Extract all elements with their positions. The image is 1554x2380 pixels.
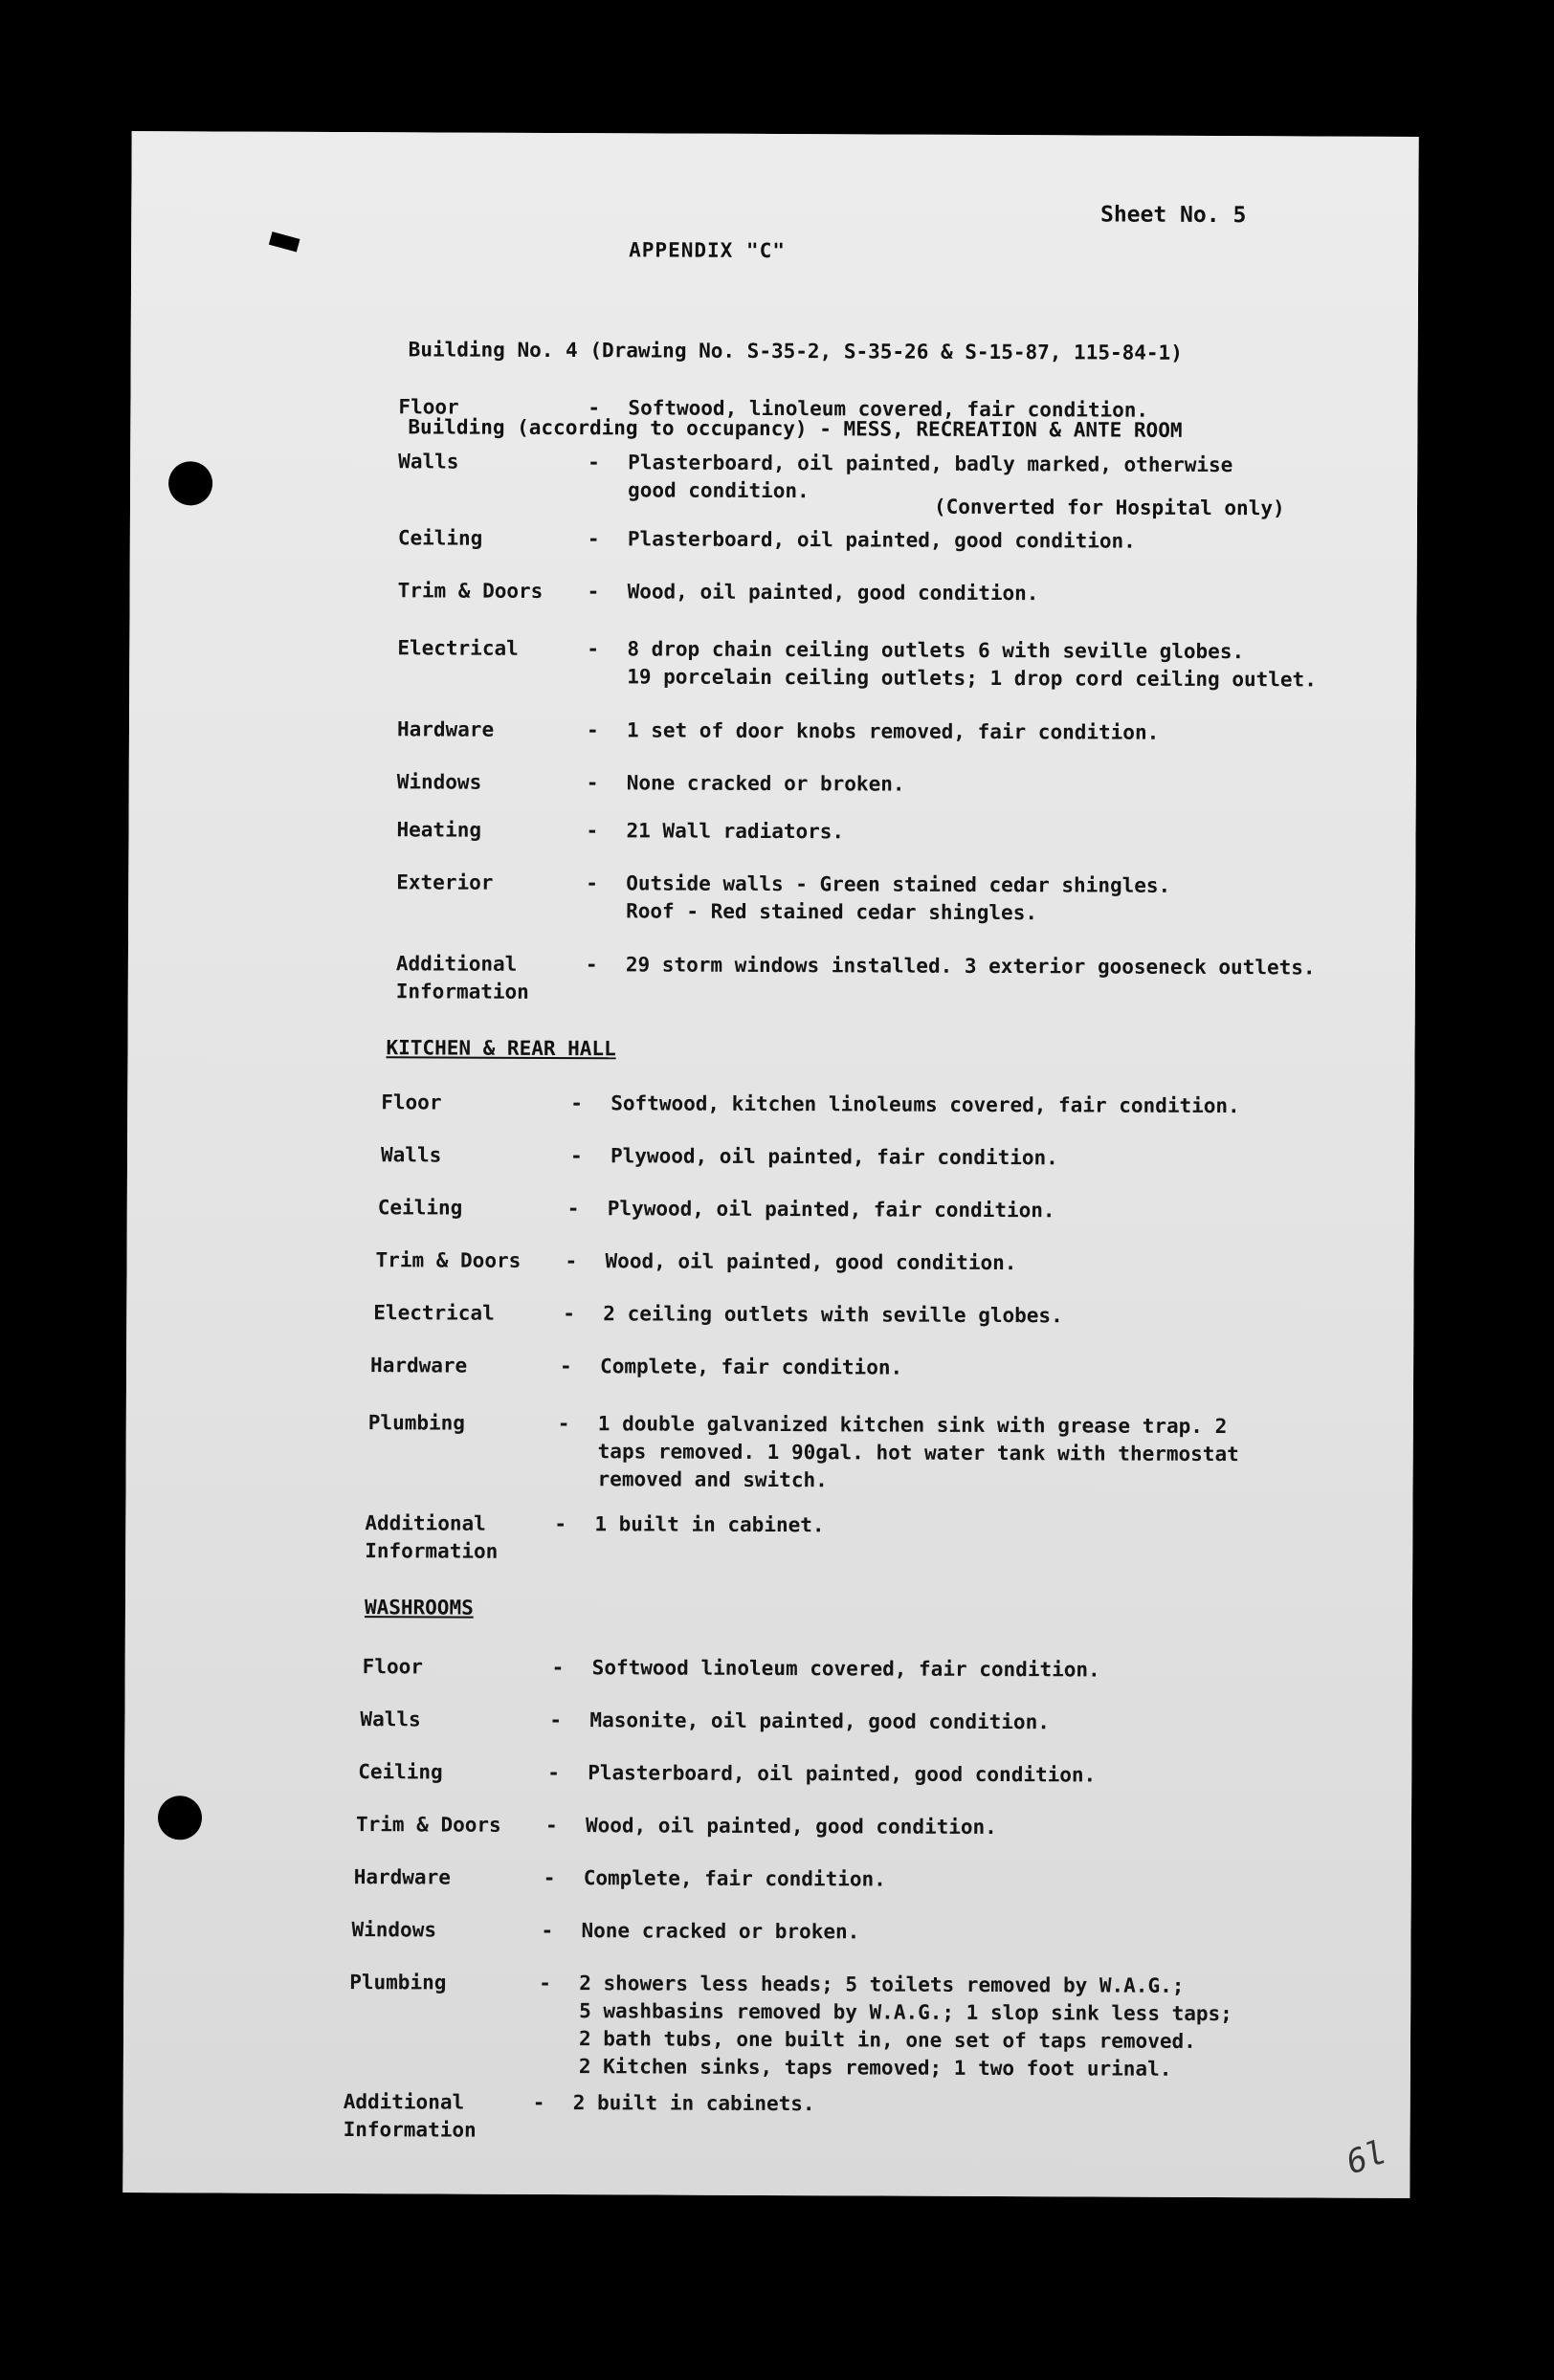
kitchen-section-title: KITCHEN & REAR HALL — [386, 1036, 616, 1061]
item-dash: - — [565, 1249, 578, 1273]
item-label: Additional Information — [343, 2090, 477, 2142]
item-dash: - — [570, 1091, 583, 1115]
punch-hole — [168, 461, 212, 505]
item-label: Trim & Doors — [375, 1248, 522, 1272]
item-value: Wood, oil painted, good condition. — [627, 580, 1039, 606]
item-dash: - — [588, 451, 600, 474]
staple-mark — [269, 231, 300, 252]
item-label: Electrical — [373, 1301, 495, 1325]
item-dash: - — [539, 1971, 551, 1995]
item-dash: - — [557, 1412, 570, 1436]
item-dash: - — [554, 1512, 567, 1536]
item-dash: - — [532, 2090, 545, 2114]
item-value: Plasterboard, oil painted, good condition. — [627, 527, 1136, 553]
building-line-3: (Converted for Hospital only) — [933, 495, 1285, 520]
item-dash: - — [541, 1918, 554, 1943]
document-page — [122, 131, 1418, 2198]
item-label: Walls — [380, 1143, 442, 1167]
item-label: Plumbing — [367, 1411, 466, 1435]
item-value: 1 built in cabinet. — [594, 1512, 825, 1537]
item-dash: - — [587, 580, 600, 604]
item-label: Electrical — [397, 636, 519, 660]
item-label: Windows — [396, 770, 482, 794]
handwritten-page-mark: 6l — [1341, 2132, 1392, 2183]
item-label: Trim & Doors — [355, 1813, 501, 1837]
item-dash: - — [549, 1708, 563, 1732]
item-dash: - — [547, 1760, 560, 1785]
item-label: Floor — [381, 1091, 442, 1114]
building-line-1: Building No. 4 (Drawing No. S-35-2, S-35-26 & S-15-87, 115-84-1) — [408, 338, 1183, 364]
building-line-2: Building (according to occupancy) - MESS, RECREATION & ANTE ROOM — [408, 415, 1183, 442]
item-value: 21 Wall radiators. — [626, 819, 845, 844]
item-label: Exterior — [396, 870, 494, 894]
item-value: 8 drop chain ceiling outlets 6 with seville globes. 19 porcelain ceiling outlets; 1 drop cord ceiling outlet. — [627, 637, 1317, 692]
item-dash: - — [587, 637, 600, 661]
item-value: Plywood, oil painted, fair condition. — [607, 1197, 1055, 1223]
item-label: Walls — [360, 1708, 421, 1731]
item-value: Outside walls - Green stained cedar shingles. Roof - Red stained cedar shingles. — [626, 871, 1171, 925]
item-value: None cracked or broken. — [626, 771, 905, 796]
item-dash: - — [563, 1302, 576, 1326]
appendix-title: APPENDIX "C" — [629, 238, 786, 263]
item-value: Softwood, linoleum covered, fair condition. — [628, 396, 1149, 422]
item-value: None cracked or broken. — [581, 1919, 860, 1944]
item-dash: - — [586, 819, 599, 843]
item-label: Plumbing — [349, 1971, 447, 1994]
item-dash: - — [543, 1865, 556, 1890]
item-dash: - — [587, 527, 600, 551]
item-dash: - — [586, 718, 599, 742]
item-label: Walls — [398, 450, 459, 474]
item-dash: - — [588, 396, 601, 420]
item-value: 2 ceiling outlets with seville globes. — [603, 1302, 1063, 1328]
item-label: Ceiling — [377, 1196, 463, 1220]
item-dash: - — [544, 1813, 558, 1838]
item-label: Ceiling — [397, 526, 483, 550]
sheet-number: Sheet No. 5 — [1099, 202, 1247, 229]
item-label: Trim & Doors — [397, 579, 544, 603]
item-dash: - — [569, 1144, 583, 1168]
item-label: Additional Information — [365, 1511, 499, 1563]
item-value: Masonite, oil painted, good condition. — [589, 1708, 1050, 1734]
item-value: 1 set of door knobs removed, fair condition. — [626, 718, 1160, 744]
item-value: Plywood, oil painted, fair condition. — [610, 1144, 1058, 1170]
item-label: Hardware — [370, 1354, 468, 1377]
item-value: 2 built in cabinets. — [572, 2091, 815, 2116]
item-label: Windows — [351, 1918, 437, 1942]
item-label: Floor — [362, 1655, 423, 1679]
item-value: 1 double galvanized kitchen sink with grease trap. 2 taps removed. 1 90gal. hot water tank with thermostat removed and switch. — [597, 1412, 1239, 1492]
item-value: Wood, oil painted, good condition. — [585, 1814, 997, 1840]
item-value: Complete, fair condition. — [583, 1866, 886, 1891]
item-label: Heating — [396, 818, 482, 842]
item-label: Floor — [398, 395, 459, 419]
item-value: 29 storm windows installed. 3 exterior gooseneck outlets. — [625, 953, 1316, 980]
item-dash: - — [586, 771, 599, 795]
item-dash: - — [566, 1197, 580, 1221]
item-value: Plasterboard, oil painted, badly marked, otherwise good condition. — [628, 451, 1233, 503]
item-dash: - — [560, 1355, 572, 1378]
item-value: Complete, fair condition. — [600, 1355, 903, 1379]
item-dash: - — [551, 1656, 565, 1680]
item-label: Ceiling — [358, 1760, 443, 1784]
item-label: Hardware — [353, 1865, 451, 1889]
item-label: Additional Information — [395, 952, 529, 1003]
item-dash: - — [586, 871, 598, 895]
item-value: Wood, oil painted, good condition. — [605, 1249, 1017, 1275]
item-dash: - — [585, 953, 598, 977]
item-value: Softwood, kitchen linoleums covered, fair condition. — [610, 1091, 1240, 1118]
punch-hole — [158, 1796, 202, 1840]
item-value: Plasterboard, oil painted, good condition. — [588, 1761, 1097, 1787]
washrooms-section-title: WASHROOMS — [364, 1596, 474, 1620]
item-value: Softwood linoleum covered, fair condition. — [591, 1656, 1100, 1682]
item-value: 2 showers less heads; 5 toilets removed by W.A.G.; 5 washbasins removed by W.A.G.; 1 slop sink less taps; 2 bath tubs, one built in, one set of taps removed. 2 Kitchen sinks, taps removed; 1 two foot urinal. — [578, 1972, 1232, 2081]
item-label: Hardware — [396, 717, 495, 741]
